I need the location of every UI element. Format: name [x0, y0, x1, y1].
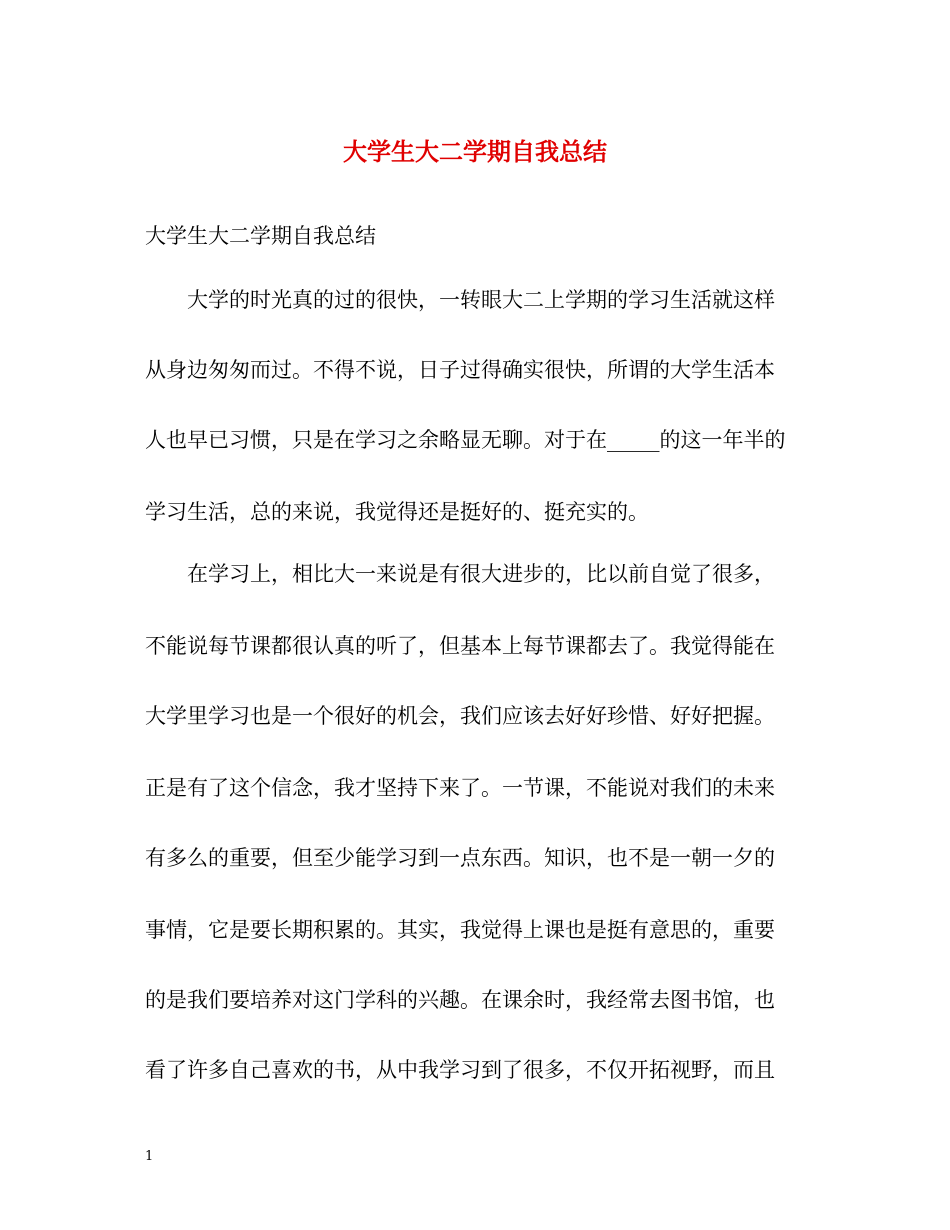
paragraph-line: 事情，它是要长期积累的。其实，我觉得上课也是挺有意思的，重要	[145, 918, 775, 942]
page-number: 1	[145, 1149, 154, 1164]
document-title: 大学生大二学期自我总结	[343, 137, 607, 166]
paragraph-line: 在学习上，相比大一来说是有很大进步的，比以前自觉了很多，	[187, 562, 775, 586]
paragraph-line: 人也早已习惯，只是在学习之余略显无聊。对于在_____的这一年半的	[145, 428, 786, 452]
paragraph-line: 的是我们要培养对这门学科的兴趣。在课余时，我经常去图书馆，也	[145, 988, 775, 1012]
paragraph-line: 大学里学习也是一个很好的机会，我们应该去好好珍惜、好好把握。	[145, 704, 775, 728]
paragraph-line: 正是有了这个信念，我才坚持下来了。一节课，不能说对我们的未来	[145, 776, 775, 800]
paragraph-line: 有多么的重要，但至少能学习到一点东西。知识，也不是一朝一夕的	[145, 846, 775, 870]
document-subtitle: 大学生大二学期自我总结	[145, 224, 376, 248]
paragraph-line: 学习生活，总的来说，我觉得还是挺好的、挺充实的。	[145, 500, 649, 524]
paragraph-line: 不能说每节课都很认真的听了，但基本上每节课都去了。我觉得能在	[145, 634, 775, 658]
paragraph-line: 看了许多自己喜欢的书，从中我学习到了很多，不仅开拓视野，而且	[145, 1058, 775, 1082]
paragraph-line: 从身边匆匆而过。不得不说，日子过得确实很快，所谓的大学生活本	[145, 358, 775, 382]
paragraph-line: 大学的时光真的过的很快，一转眼大二上学期的学习生活就这样	[187, 288, 775, 312]
